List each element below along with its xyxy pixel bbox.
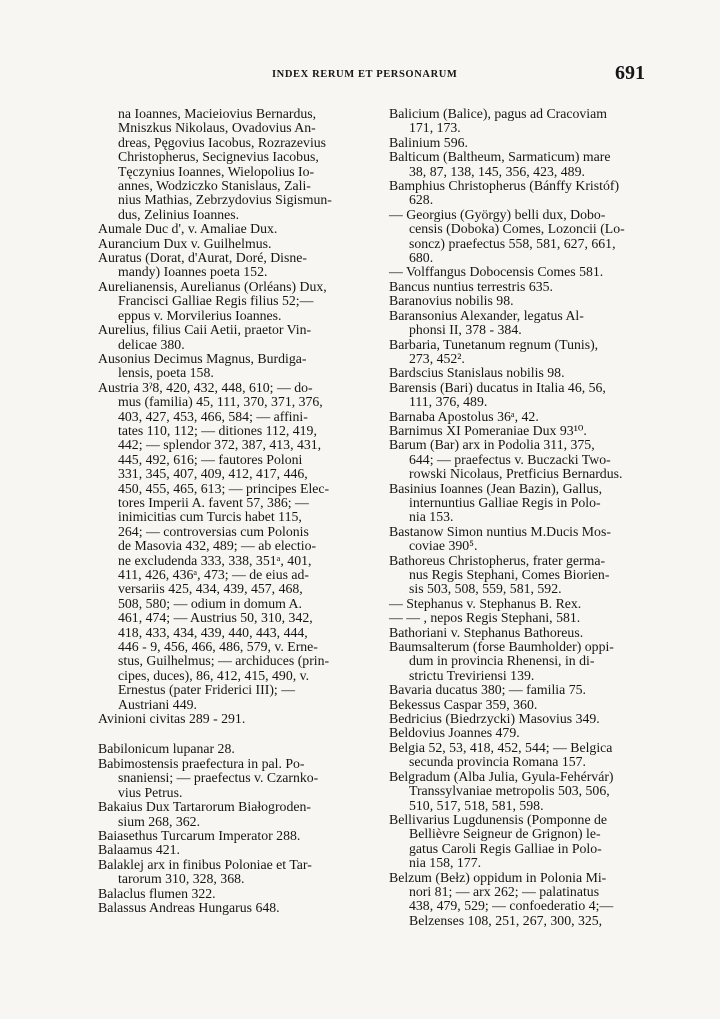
index-entry-line: Balaamus 421. [98,842,180,858]
index-entry-line: lensis, poeta 158. [118,365,214,381]
index-entry-line: Bathoreus Christopherus, frater germa- [389,552,606,568]
index-entry [98,742,368,756]
index-entry [389,265,643,279]
index-entry-line: Aurelius, filius Caii Aetii, praetor Vin- [98,322,312,338]
index-entry-line: phonsi II, 378 - 384. [409,322,522,338]
index-entry [389,597,643,611]
index-entry-line: Austriani 449. [118,696,197,712]
index-entry [389,438,643,481]
index-entry [389,338,643,367]
index-entry-line: eppus v. Morvilerius Ioannes. [118,307,282,323]
index-entry [389,712,643,726]
index-entry-line: dum in provincia Rhenensi, in di- [409,653,595,669]
index-column-right [389,107,643,928]
index-column-left [98,107,368,915]
index-entry-line: 644; — praefectus v. Buczacki Two- [409,451,611,467]
index-entry [98,251,368,280]
index-entry-line: Baranovius nobilis 98. [389,293,514,309]
index-entry-line: — Volffangus Dobocensis Comes 581. [389,264,604,280]
index-entry-line: dus, Zelinius Ioannes. [118,206,240,222]
index-entry-line: inimicitias cum Turcis habet 115, [118,509,302,525]
index-entry [389,366,643,380]
index-entry-line: 411, 426, 436ᵃ, 473; — de eius ad- [118,567,310,582]
index-entry-line: Barensis (Bari) ducatus in Italia 46, 56, [389,379,606,395]
index-entry-line: 111, 376, 489. [409,394,488,410]
index-entry-line: 442; — splendor 372, 387, 413, 431, [118,437,322,453]
index-entry-line: Belgia 52, 53, 418, 452, 544; — Belgica [389,739,613,755]
index-entry-line: Transsylvaniae metropolis 503, 506, [409,783,610,799]
index-entry-line: Babilonicum lupanar 28. [98,741,235,757]
index-entry [98,323,368,352]
index-entry-line: 403, 427, 453, 466, 584; — affini- [118,408,308,424]
index-entry [389,741,643,770]
index-entry-line: Barbaria, Tunetanum regnum (Tunis), [389,336,599,352]
index-entry-line: Barnaba Apostolus 36ᵃ, 42. [389,408,539,424]
index-entry-line: dreas, Pęgovius Iacobus, Rozrazevius [118,134,327,150]
index-entry-line: 461, 474; — Austrius 50, 310, 342, [118,610,313,626]
index-entry-line: Bekessus Caspar 359, 360. [389,696,538,712]
index-entry [389,726,643,740]
index-entry-line: Balaclus flumen 322. [98,885,216,901]
index-entry-line: Ernestus (pater Friderici III); — [118,682,295,698]
index-entry [98,237,368,251]
index-entry-line: sium 268, 362. [118,813,201,829]
index-entry-line: Tęczynius Ioannes, Wielopolius Io- [118,163,315,179]
index-entry-line: Balinium 596. [389,134,468,150]
index-entry [389,813,643,871]
index-entry [98,107,368,222]
index-entry-line: Mniszkus Nikolaus, Ovadovius An- [118,120,316,136]
index-entry-line: Babimostensis praefectura in pal. Po- [98,755,305,771]
index-entry-line: Bardscius Stanislaus nobilis 98. [389,365,565,381]
index-entry-line: Beldovius Joannes 479. [389,725,520,741]
index-entry-line: Baransonius Alexander, legatus Al- [389,307,584,323]
index-entry-line: censis (Doboka) Comes, Lozoncii (Lo- [409,221,625,237]
index-entry-line: Basinius Ioannes (Jean Bazin), Gallus, [389,480,603,496]
index-entry [98,712,368,726]
index-entry-line: 510, 517, 518, 581, 598. [409,797,544,813]
index-entry [389,410,643,424]
index-entry-line: Aurancium Dux v. Guilhelmus. [98,235,272,251]
index-entry [389,294,643,308]
index-entry [389,208,643,266]
index-entry [98,887,368,901]
index-entry-line: 38, 87, 138, 145, 356, 423, 489. [409,163,585,179]
index-entry-line: — — , nepos Regis Stephani, 581. [389,610,581,626]
index-entry-line: Balicium (Balice), pagus ad Cracoviam [389,106,607,121]
index-entry-line: nori 81; — arx 262; — palatinatus [409,883,600,899]
index-entry-line: mandy) Ioannes poeta 152. [118,264,268,280]
index-entry-line: vius Petrus. [118,784,183,800]
index-entry-line: 450, 455, 465, 613; — principes Elec- [118,480,330,496]
index-entry-line: sis 503, 508, 559, 581, 592. [409,581,562,597]
index-entry-line: 680. [409,250,434,266]
index-entry-line: Bedricius (Biedrzycki) Masovius 349. [389,711,600,727]
index-entry-line: versariis 425, 434, 439, 457, 468, [118,581,303,597]
index-entry-line: Balassus Andreas Hungarus 648. [98,899,280,915]
index-entry-line: Avinioni civitas 289 - 291. [98,711,246,727]
index-entry [389,626,643,640]
index-entry-line: stus, Guilhelmus; — archiduces (prin- [118,653,330,669]
index-entry-line: tarorum 310, 328, 368. [118,871,245,887]
index-entry [389,770,643,813]
index-entry-line: nia 158, 177. [409,855,482,871]
index-entry-line: Barnimus XI Pomeraniae Dux 93¹⁰. [389,422,587,438]
index-entry-line: Belgradum (Alba Julia, Gyula-Fehérvár) [389,768,614,784]
index-entry [98,800,368,829]
index-entry [389,424,643,438]
index-entry [389,683,643,697]
index-entry [98,901,368,915]
index-entry [389,698,643,712]
index-entry [389,107,643,136]
index-entry [98,352,368,381]
index-entry-line: snaniensi; — praefectus v. Czarnko- [118,770,319,786]
index-entry-line: Bamphius Christopherus (Bánffy Kristóf) [389,178,620,194]
index-entry-line: 273, 452². [409,350,465,366]
index-entry-line: secunda provincia Romana 157. [409,754,587,770]
index-entry [389,381,643,410]
index-entry [389,150,643,179]
index-entry-line: nus Regis Stephani, Comes Biorien- [409,567,610,582]
index-entry-line: Bancus nuntius terrestris 635. [389,278,554,294]
index-entry-line: internuntius Galliae Regis in Polo- [409,494,601,510]
index-entry [389,871,643,929]
index-entry-line: 171, 173. [409,120,461,136]
index-entry-line: Barum (Bar) arx in Podolia 311, 375, [389,437,595,453]
index-entry [389,554,643,597]
page-number: 691 [615,62,645,84]
index-entry-line: gatus Caroli Regis Galliae in Polo- [409,840,602,856]
index-entry-line: strictu Treviriensi 139. [409,667,535,683]
index-entry-line: delicae 380. [118,336,185,352]
index-entry-line: 264; — controversias cum Polonis [118,523,309,539]
index-entry-line: rowski Nicolaus, Pretficius Bernardus. [409,466,623,482]
index-entry-line: Christopherus, Secignevius Iacobus, [118,149,319,165]
index-entry [389,136,643,150]
index-entry-line: Bellièvre Seigneur de Grignon) le- [409,826,601,842]
index-entry-line: — Stephanus v. Stephanus B. Rex. [389,595,582,611]
index-entry-line: Francisci Galliae Regis filius 52;— [118,293,314,309]
section-gap [98,726,368,742]
index-entry-line: 445, 492, 616; — fautores Poloni [118,451,303,467]
index-entry-line: 331, 345, 407, 409, 412, 417, 446, [118,466,308,482]
index-entry-line: Belzenses 108, 251, 267, 300, 325, [409,912,603,928]
index-entry-line: coviae 390⁵. [409,538,478,554]
index-entry-line: Austria 3ˀ8, 420, 432, 448, 610; — do- [98,379,313,395]
index-entry-line: nia 153. [409,509,454,525]
index-entry-line: Balaklej arx in finibus Poloniae et Tar- [98,856,312,872]
index-entry-line: de Masovia 432, 489; — ab electio- [118,538,317,554]
index-entry-line: tates 110, 112; — ditiones 112, 419, [118,422,317,438]
index-entry [389,309,643,338]
index-entry-line: Bavaria ducatus 380; — familia 75. [389,682,586,698]
index-entry-line: Belzum (Bełz) oppidum in Polonia Mi- [389,869,607,885]
index-entry-line: 508, 580; — odium in domum A. [118,595,302,611]
index-entry [389,611,643,625]
index-entry [389,280,643,294]
index-entry-line: 418, 433, 434, 439, 440, 443, 444, [118,624,308,640]
index-entry-line: 438, 479, 529; — confoederatio 4;— [409,898,614,914]
index-entry-line: Bastanow Simon nuntius M.Ducis Mos- [389,523,611,539]
index-entry [389,640,643,683]
index-entry-line: Baiasethus Turcarum Imperator 288. [98,827,301,843]
index-entry-line: Balticum (Baltheum, Sarmaticum) mare [389,149,611,165]
index-entry-line: Ausonius Decimus Magnus, Burdiga- [98,350,307,366]
index-entry-line: Auratus (Dorat, d'Aurat, Doré, Disne- [98,250,307,266]
index-entry-line: Bakaius Dux Tartarorum Białogroden- [98,799,311,815]
index-entry [98,280,368,323]
index-entry-line: 446 - 9, 456, 466, 486, 579, v. Erne- [118,639,318,655]
index-entry [389,482,643,525]
index-entry-line: Aurelianensis, Aurelianus (Orléans) Dux, [98,278,327,294]
index-entry [389,179,643,208]
running-header: INDEX RERUM ET PERSONARUM [272,69,458,80]
index-entry-line: tores Imperii A. favent 57, 386; — [118,494,309,510]
index-entry [98,829,368,843]
index-entry [98,757,368,800]
index-entry [98,222,368,236]
index-entry-line: Aumale Duc d', v. Amaliae Dux. [98,221,278,237]
index-entry-line: annes, Wodziczko Stanislaus, Zali- [118,178,311,194]
index-entry-line: soncz) praefectus 558, 581, 627, 661, [409,235,616,251]
index-entry-line: na Ioannes, Macieiovius Bernardus, [118,106,317,121]
index-entry [98,858,368,887]
index-entry-line: mus (familia) 45, 111, 370, 371, 376, [118,394,323,410]
index-entry-line: Baumsalterum (forse Baumholder) oppi- [389,639,614,655]
index-entry-line: cipes, duces), 86, 412, 415, 490, v. [118,667,310,683]
index-entry-line: ne excludenda 333, 338, 351ᵃ, 401, [118,552,312,568]
index-entry [98,843,368,857]
index-entry-line: Bathoriani v. Stephanus Bathoreus. [389,624,584,640]
index-entry-line: Bellivarius Lugdunensis (Pomponne de [389,811,608,827]
index-entry [389,525,643,554]
index-entry-line: 628. [409,192,434,208]
index-entry [98,381,368,712]
index-entry-line: nius Mathias, Zebrzydovius Sigismun- [118,192,332,208]
index-entry-line: — Georgius (György) belli dux, Dobo- [389,206,606,222]
